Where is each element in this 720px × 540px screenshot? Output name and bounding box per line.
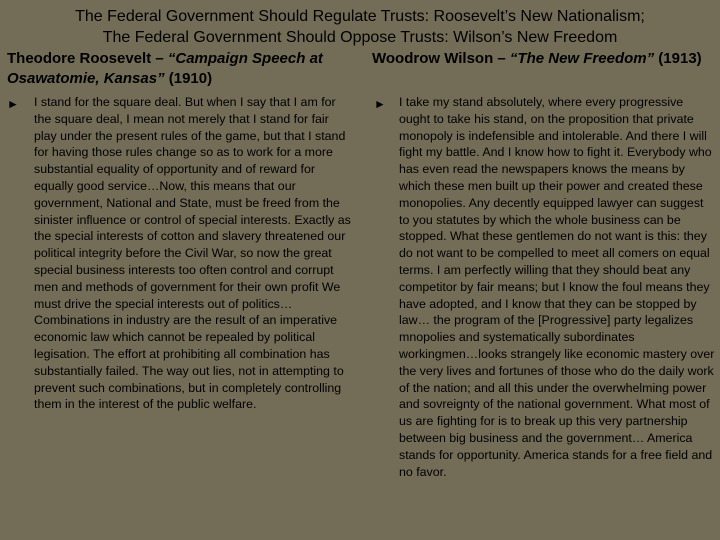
wilson-bullet-icon: ► bbox=[374, 97, 386, 111]
slide-title bbox=[0, 6, 720, 48]
roosevelt-heading bbox=[7, 49, 357, 89]
slide-title-line-2: The Federal Government Should Oppose Trusts: Wilson’s New Freedom bbox=[102, 29, 618, 46]
wilson-heading bbox=[372, 49, 712, 69]
wilson-quote-text: I take my stand absolutely, where every progressive ought to take his stand, on the proposition that private monopoly is indefensible and intolerable. And there I will fight my battle. And I know how to fight it. Everybody who has even read the newspapers knows the means by which these men built up their power and created these monopolies. Any decently equipped lawyer can suggest to you statutes by which the whole business can be stopped. What these gentlemen do not want is this: they do not want to be compelled to meet all comers on equal terms. I am perfectly willing that they should beat any competitor by fair means; but I know the foul means they have adopted, and I know that they can be stopped by law… the program of the [Progressive] party legalizes mnopolies and systematically subordinates workingmen…looks strangely like economic mastery over the very lives and fortunes of those who do the daily work of the nation; and all this under the overwhelming power and sovreignty of the national government. What most of us are fighting for is to break up this very partnership between big business and the government… America stands for opportunity. America stands for a free field and no favor. bbox=[399, 95, 715, 479]
roosevelt-heading-author: Theodore Roosevelt – bbox=[7, 50, 168, 67]
slide-title-line-1: The Federal Government Should Regulate Trusts: Roosevelt’s New Nationalism; bbox=[75, 8, 645, 25]
wilson-heading-title: “The New Freedom” bbox=[509, 50, 655, 67]
roosevelt-heading-title: “Campaign Speech at Osawatomie, Kansas” bbox=[7, 50, 323, 87]
roosevelt-quote-text: I stand for the square deal. But when I say that I am for the square deal, I mean not merely that I stand for fair play under the present rules of the game, but that I stand for having those rules change so as to work for a more substantial equality of opportunity and of reward for equally good service…Now, this means that our government, National and State, must be freed from the sinister influence or control of special interests. Exactly as the special interests of cotton and slavery threatened our political integrity before the Civil War, so now the great special business interests too often control and corrupt men and methods of government for their own profit We must drive the special interests out of politics… Combinations in industry are the result of an imperative economic law which cannot be repealed by political legisation. The effort at prohibiting all combination has substantially failed. The way out lies, not in attempting to prevent such combinations, but in completely controlling them in the interest of the public welfare. bbox=[34, 95, 351, 412]
roosevelt-bullet-icon: ► bbox=[7, 97, 19, 111]
roosevelt-heading-year: (1910) bbox=[164, 70, 213, 87]
wilson-heading-year: (1913) bbox=[654, 50, 702, 67]
wilson-heading-author: Woodrow Wilson – bbox=[372, 50, 510, 67]
